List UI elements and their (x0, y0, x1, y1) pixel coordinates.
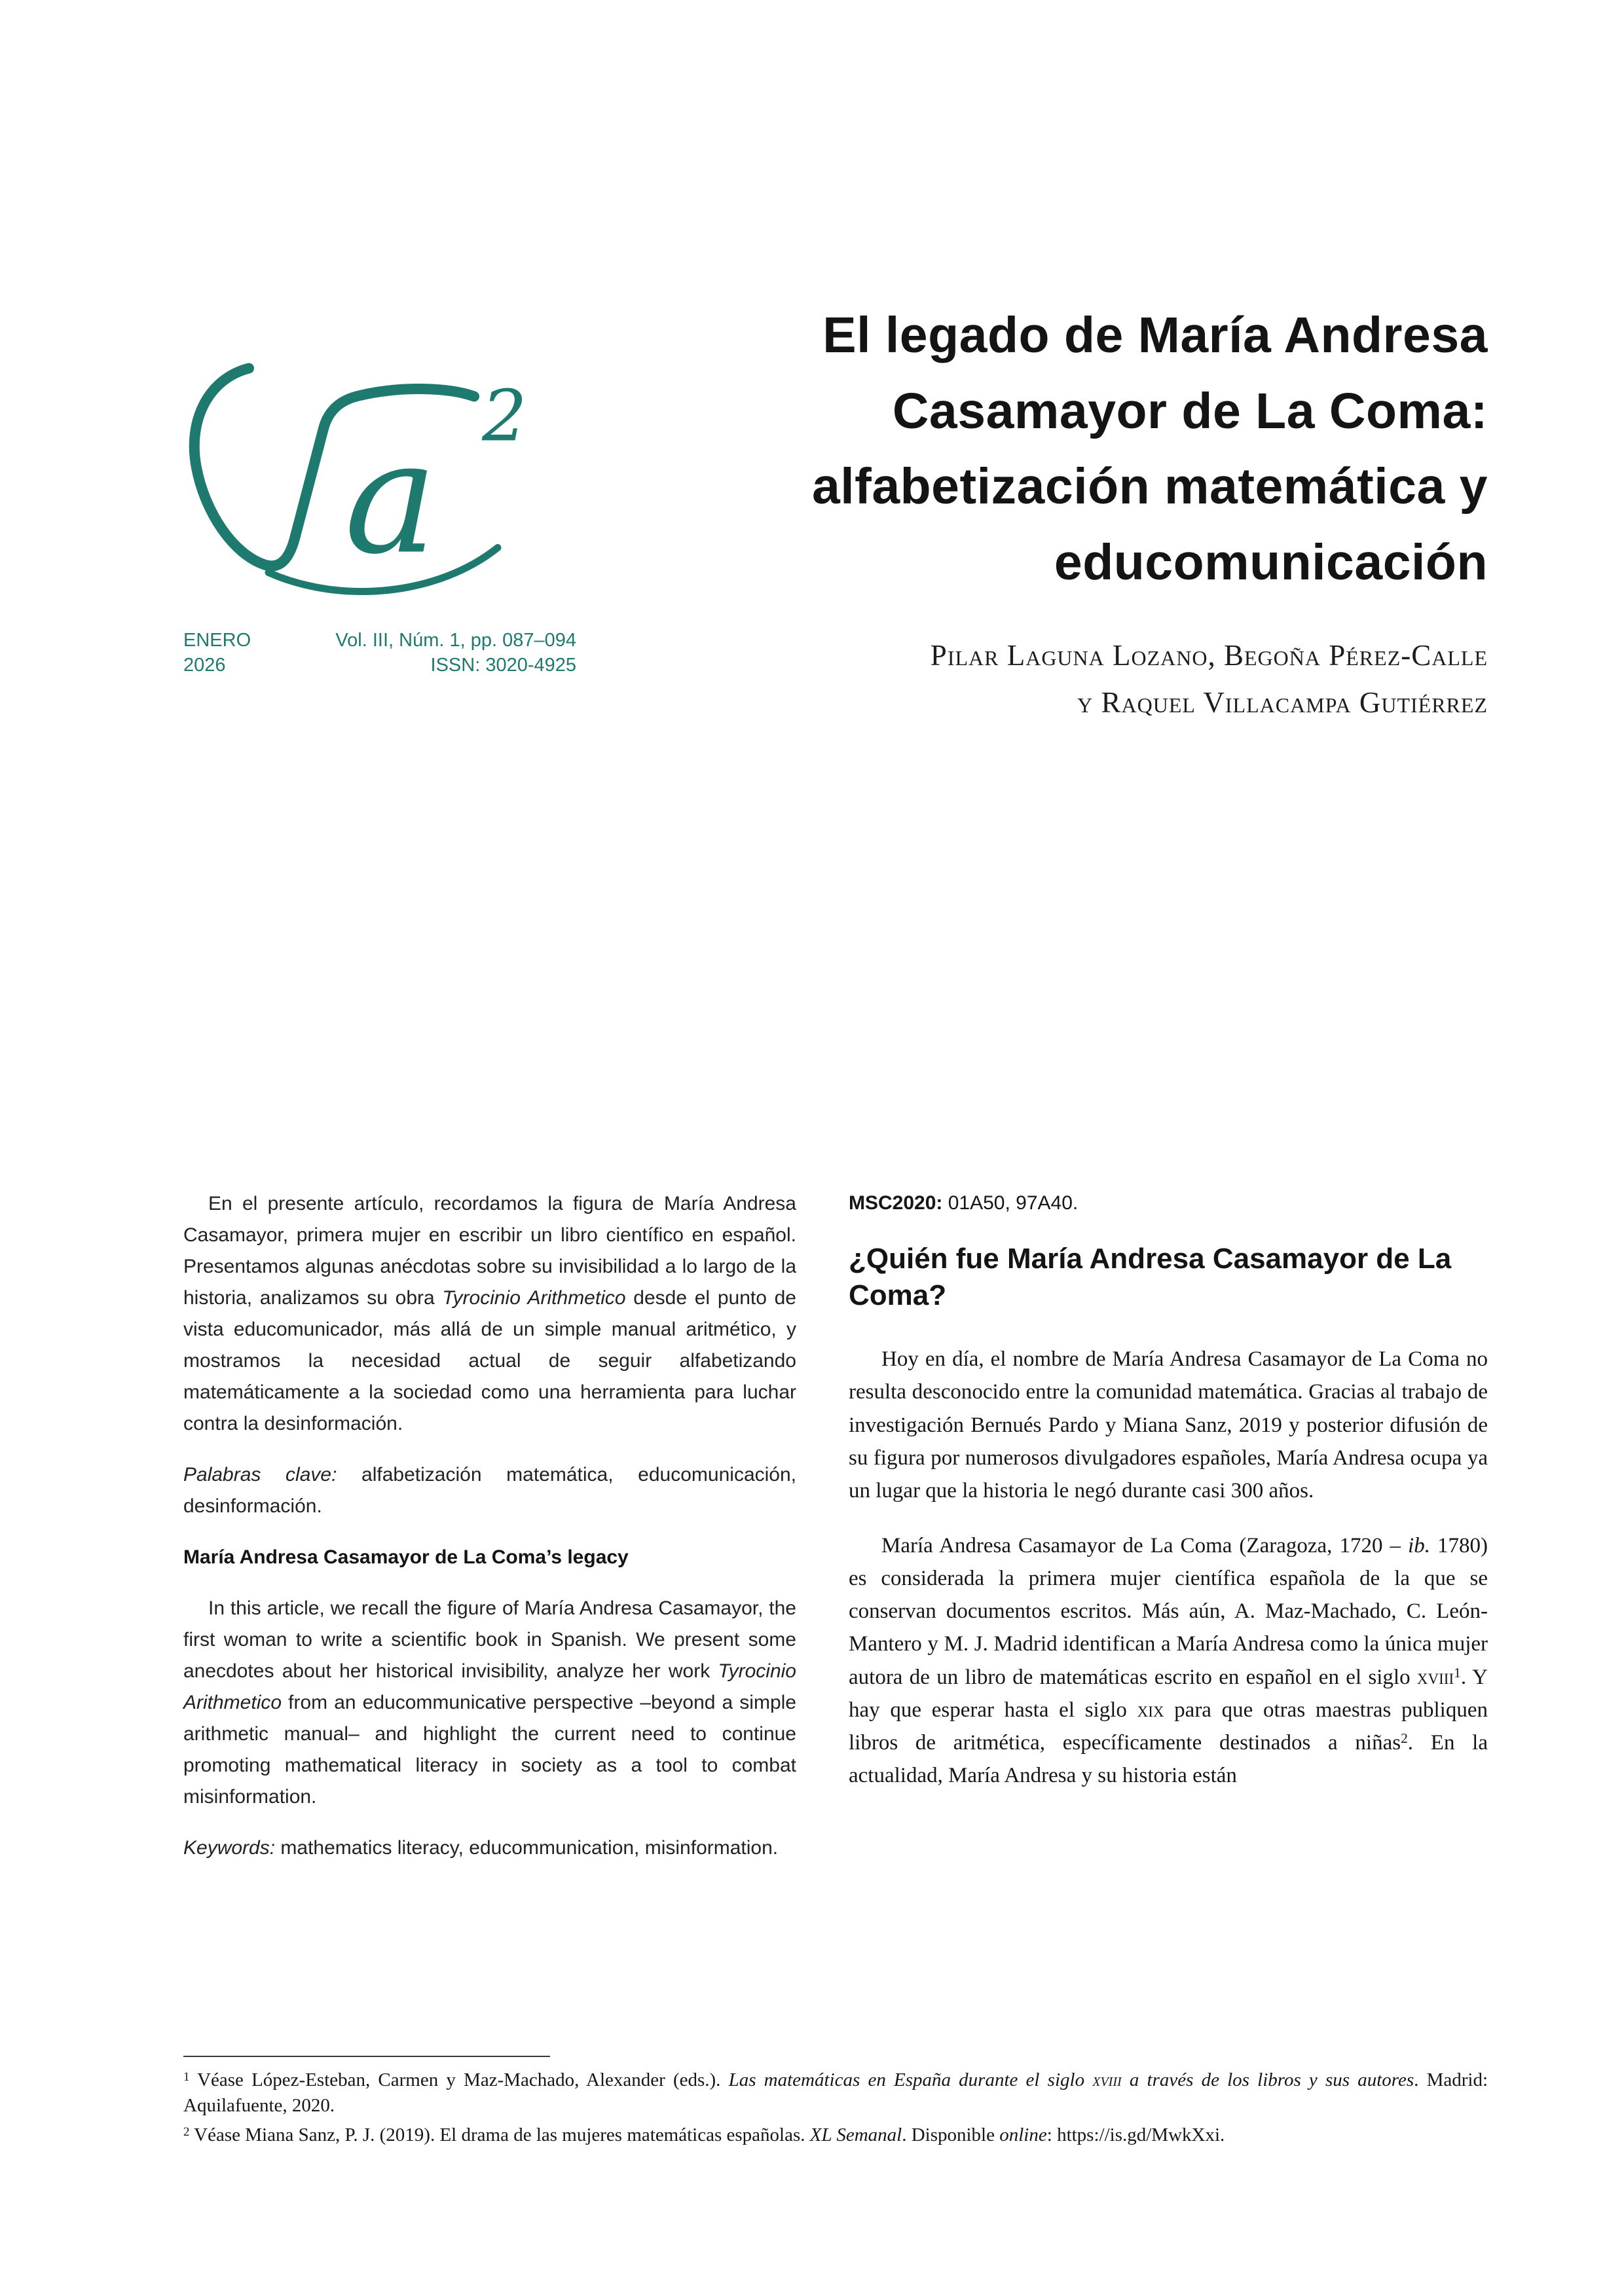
journal-logo (175, 354, 581, 619)
p2-seg: . En la actualidad, María Andresa y su historia están (849, 1730, 1488, 1788)
authors (571, 632, 1488, 726)
abstract-es-seg: desde el punto de vista educomunicador, más allá de un simple manual aritmético, y mostramos la necesidad actual de seguir alfabetizando matemáticamente a la sociedad como una herramienta para luchar contra la desinformación. (183, 1287, 796, 1434)
footnotes (183, 2056, 1488, 2152)
article-title-line: alfabetización matemática y (811, 458, 1488, 515)
article-title (571, 298, 1488, 600)
keywords-en-label: Keywords: (183, 1837, 276, 1859)
authors-line-1: Pilar Laguna Lozano, Begoña Pérez-Calle (930, 639, 1488, 672)
footnote-1 (183, 2068, 1488, 2119)
issue-year: 2026 (183, 654, 226, 676)
issue-issn: ISSN: 3020-4925 (430, 654, 576, 676)
fn2-seg: Véase Miana Sanz, P. J. (2019). El drama de las mujeres matemáticas españolas. (189, 2124, 810, 2146)
msc-line (849, 1188, 1488, 1218)
fn2-seg: . Disponible (902, 2124, 1000, 2146)
body-columns (183, 1188, 1488, 1884)
p2-ibid: ib. (1408, 1534, 1430, 1558)
title-block (571, 298, 1488, 726)
abstract-en-work-title: Tyrocinio Arithmetico (183, 1660, 796, 1713)
section-paragraph-2 (849, 1529, 1488, 1792)
section-paragraph-1: Hoy en día, el nombre de María Andresa Casamayor de La Coma no resulta desconocido entre la comunidad matemática. Gracias al trabajo de investigación Bernués Pardo y Miana Sanz, 2019 y posterior difusión de su figura por numerosos divulgadores españoles, María Andresa ocupa ya un lugar que la historia le negó durante casi 300 años. (849, 1347, 1488, 1503)
p2-seg: para que otras maestras publiquen libros de aritmética, específicamente destinados a niñas (849, 1698, 1488, 1755)
footnote-2-marker: 2 (183, 2124, 190, 2139)
authors-line-2: y Raquel Villacampa Gutiérrez (1077, 686, 1488, 719)
footnote-1-marker: 1 (183, 2069, 190, 2084)
keywords-es (183, 1459, 796, 1522)
footnote-2 (183, 2123, 1488, 2148)
p2-seg: María Andresa Casamayor de La Coma (Zaragoza, 1720 – (881, 1534, 1409, 1558)
msc-label: MSC2020: (849, 1192, 943, 1214)
p2-century-xix: xix (1137, 1698, 1164, 1722)
article-title-line: educomunicación (1054, 534, 1488, 591)
legacy-heading: María Andresa Casamayor de La Coma’s legacy (183, 1546, 629, 1568)
p2-seg: 1780) es considerada la primera mujer científica española de la que se conservan documentos escritos. Más aún, A. Maz-Machado, C. León-Mantero y M. J. Madrid identifican a María Andresa como la única mujer autora de un libro de matemáticas escrito en español en el siglo (849, 1534, 1488, 1689)
abstract-es (183, 1188, 796, 1440)
left-column (183, 1188, 796, 1884)
footnote-rule (183, 2056, 550, 2057)
article-title-line: El legado de María Andresa (822, 307, 1488, 363)
abstract-en-seg: from an educommunicative perspective –beyond a simple arithmetic manual– and highlight the current need to continue promoting mathematical literacy in society as a tool to combat misinformation. (183, 1692, 796, 1808)
fn2-online-word: online (999, 2124, 1047, 2146)
fn1-book-title: Las matemáticas en España durante el siglo (728, 2069, 1093, 2090)
fn1-seg: . Madrid: Aquilafuente, 2020. (183, 2069, 1488, 2117)
issue-month: ENERO (183, 630, 251, 651)
keywords-es-label: Palabras clave: (183, 1464, 337, 1485)
footnote-2-url-link[interactable]: https://is.gd/MwkXxi (1057, 2124, 1221, 2146)
fn1-book-title: a través de los libros y sus autores (1121, 2069, 1414, 2090)
fn2-seg: : (1046, 2124, 1058, 2146)
keywords-en (183, 1832, 796, 1864)
keywords-en-text: mathematics literacy, educommunication, misinformation. (275, 1837, 779, 1859)
fn1-century-xviii: xviii (1092, 2069, 1122, 2090)
sqrt-a-squared-logo-icon (175, 354, 581, 619)
logo-letter-a: a (344, 407, 437, 589)
fn2-journal-title: XL Semanal (809, 2124, 902, 2146)
abstract-es-seg: En el presente artículo, recordamos la figura de María Andresa Casamayor, primera mujer en escribir un libro científico en español. Presentamos algunas anécdotas sobre su invisibilidad a lo largo de la historia, analizamos su obra (183, 1193, 796, 1309)
fn1-seg: Véase López-Esteban, Carmen y Maz-Machado, Alexander (eds.). (189, 2069, 729, 2090)
footnote-ref-2[interactable]: 2 (1401, 1730, 1408, 1747)
abstract-en (183, 1593, 796, 1813)
issue-volume: Vol. III, Núm. 1, pp. 087–094 (335, 630, 576, 651)
abstract-es-work-title: Tyrocinio Arithmetico (442, 1287, 626, 1309)
footnote-ref-1[interactable]: 1 (1454, 1664, 1461, 1681)
fn2-seg: . (1220, 2124, 1225, 2146)
p2-seg: . Y hay que esperar hasta el siglo (849, 1665, 1488, 1722)
section-heading: ¿Quién fue María Andresa Casamayor de La Coma? (849, 1242, 1452, 1311)
keywords-es-text: alfabetización matemática, educomunicación, desinformación. (183, 1464, 797, 1517)
logo-exponent-2: 2 (482, 375, 527, 458)
msc-codes: 01A50, 97A40. (942, 1192, 1079, 1214)
issue-meta (183, 629, 576, 678)
abstract-en-seg: In this article, we recall the figure of María Andresa Casamayor, the first woman to write a scientific book in Spanish. We present some anecdotes about her historical invisibility, analyze her work (183, 1597, 796, 1682)
p2-century-xviii: xviii (1416, 1665, 1454, 1689)
article-title-line: Casamayor de La Coma: (892, 382, 1488, 439)
right-column (849, 1188, 1488, 1884)
